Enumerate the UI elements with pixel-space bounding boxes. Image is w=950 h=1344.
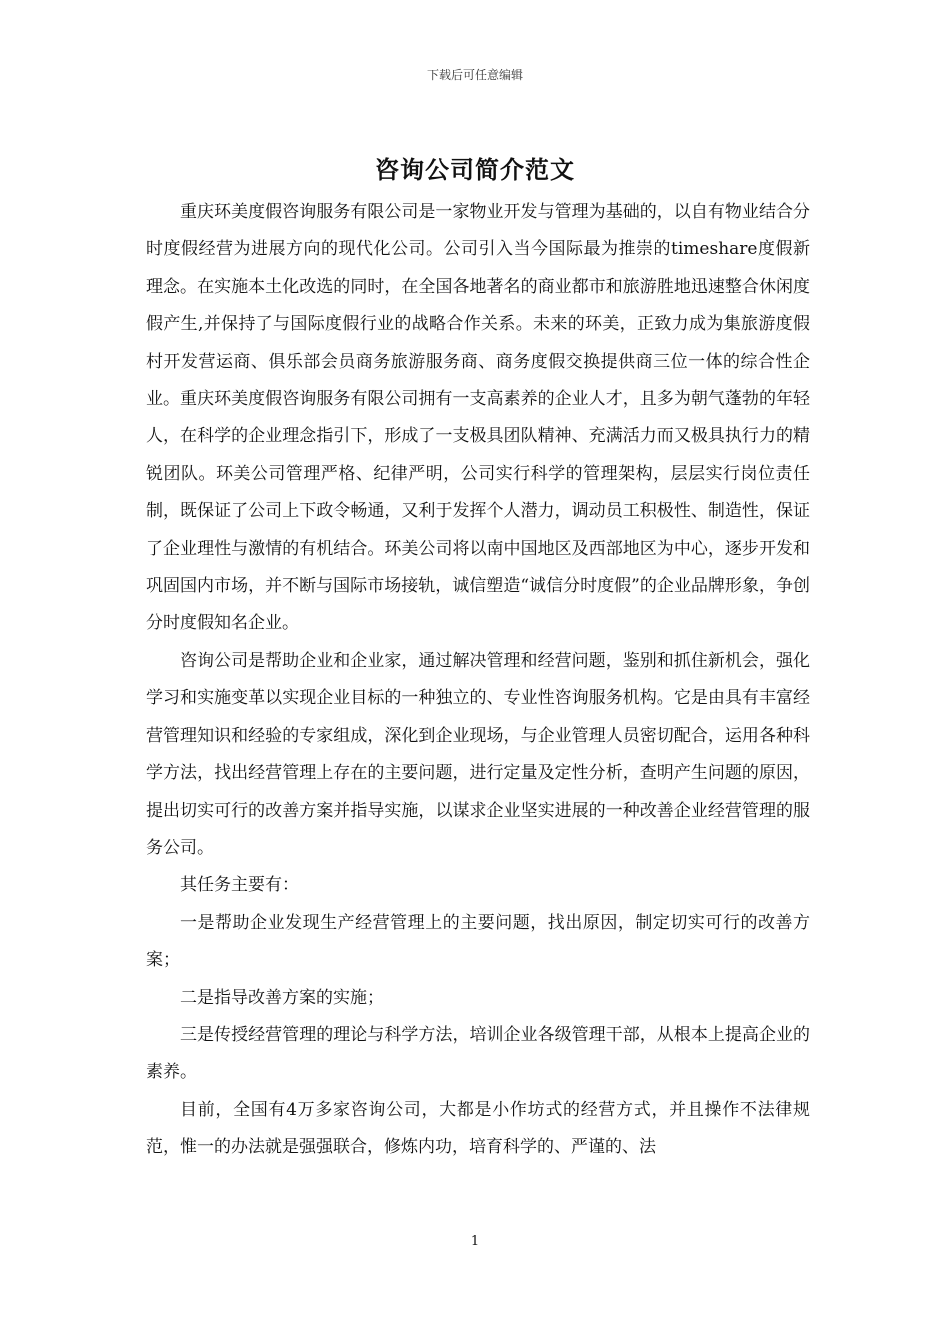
paragraph-consulting-definition: 咨询公司是帮助企业和企业家，通过解决管理和经营问题，鉴别和抓住新机会，强化学习和实施变革以实现企业目标的一种独立的、专业性咨询服务机构。它是由具有丰富经营管理知识和经验的专家组成，深化到企业现场，与企业管理人员密切配合，运用各种科学方法，找出经营管理上存在的主要问题，进行定量及定性分析，查明产生问题的原因，提出切实可行的改善方案并指导实施，以谋求企业坚实进展的一种改善企业经营管理的服务公司。: [146, 650, 810, 858]
paragraph-task-two: 二是指导改善方案的实施；: [180, 987, 384, 1008]
page-number: 1: [470, 1234, 480, 1249]
paragraph-company-intro: 重庆环美度假咨询服务有限公司是一家物业开发与管理为基础的，以自有物业结合分时度假经营为进展方向的现代化公司。公司引入当今国际最为推崇的timeshare度假新理念。在实施本土化改选的同时，在全国各地著名的商业都市和旅游胜地迅速整合休闲度假产生,并保持了与国际度假行业的战略合作关系。未来的环美，正致力成为集旅游度假村开发营运商、俱乐部会员商务旅游服务商、商务度假交换提供商三位一体的综合性企业。重庆环美度假咨询服务有限公司拥有一支高素养的企业人才，且多为朝气蓬勃的年轻人，在科学的企业理念指引下，形成了一支极具团队精神、充满活力而又极具执行力的精锐团队。环美公司管理严格、纪律严明，公司实行科学的管理架构，层层实行岗位责任制，既保证了公司上下政令畅通，又利于发挥个人潜力，调动员工积极性、制造性，保证了企业理性与激情的有机结合。环美公司将以南中国地区及西部地区为中心，逐步开发和巩固国内市场，并不断与国际市场接轨，诚信塑造“诚信分时度假”的企业品牌形象，争创分时度假知名企业。: [146, 202, 810, 634]
document-body: [146, 194, 810, 1167]
paragraph-tasks-heading: 其任务主要有：: [180, 875, 299, 896]
paragraph-task-three: 三是传授经营管理的理论与科学方法，培训企业各级管理干部，从根本上提高企业的素养。: [146, 1024, 810, 1083]
document-title: 咨询公司简介范文: [375, 155, 575, 184]
paragraph-current-status: 目前，全国有4万多家咨询公司，大都是小作坊式的经营方式，并且操作不法律规范，惟一的办法就是强强联合，修炼内功，培育科学的、严谨的、法: [146, 1099, 810, 1158]
page-header: 下载后可任意编辑: [426, 68, 523, 82]
paragraph-task-one: 一是帮助企业发现生产经营管理上的主要问题，找出原因，制定切实可行的改善方案；: [146, 912, 810, 971]
